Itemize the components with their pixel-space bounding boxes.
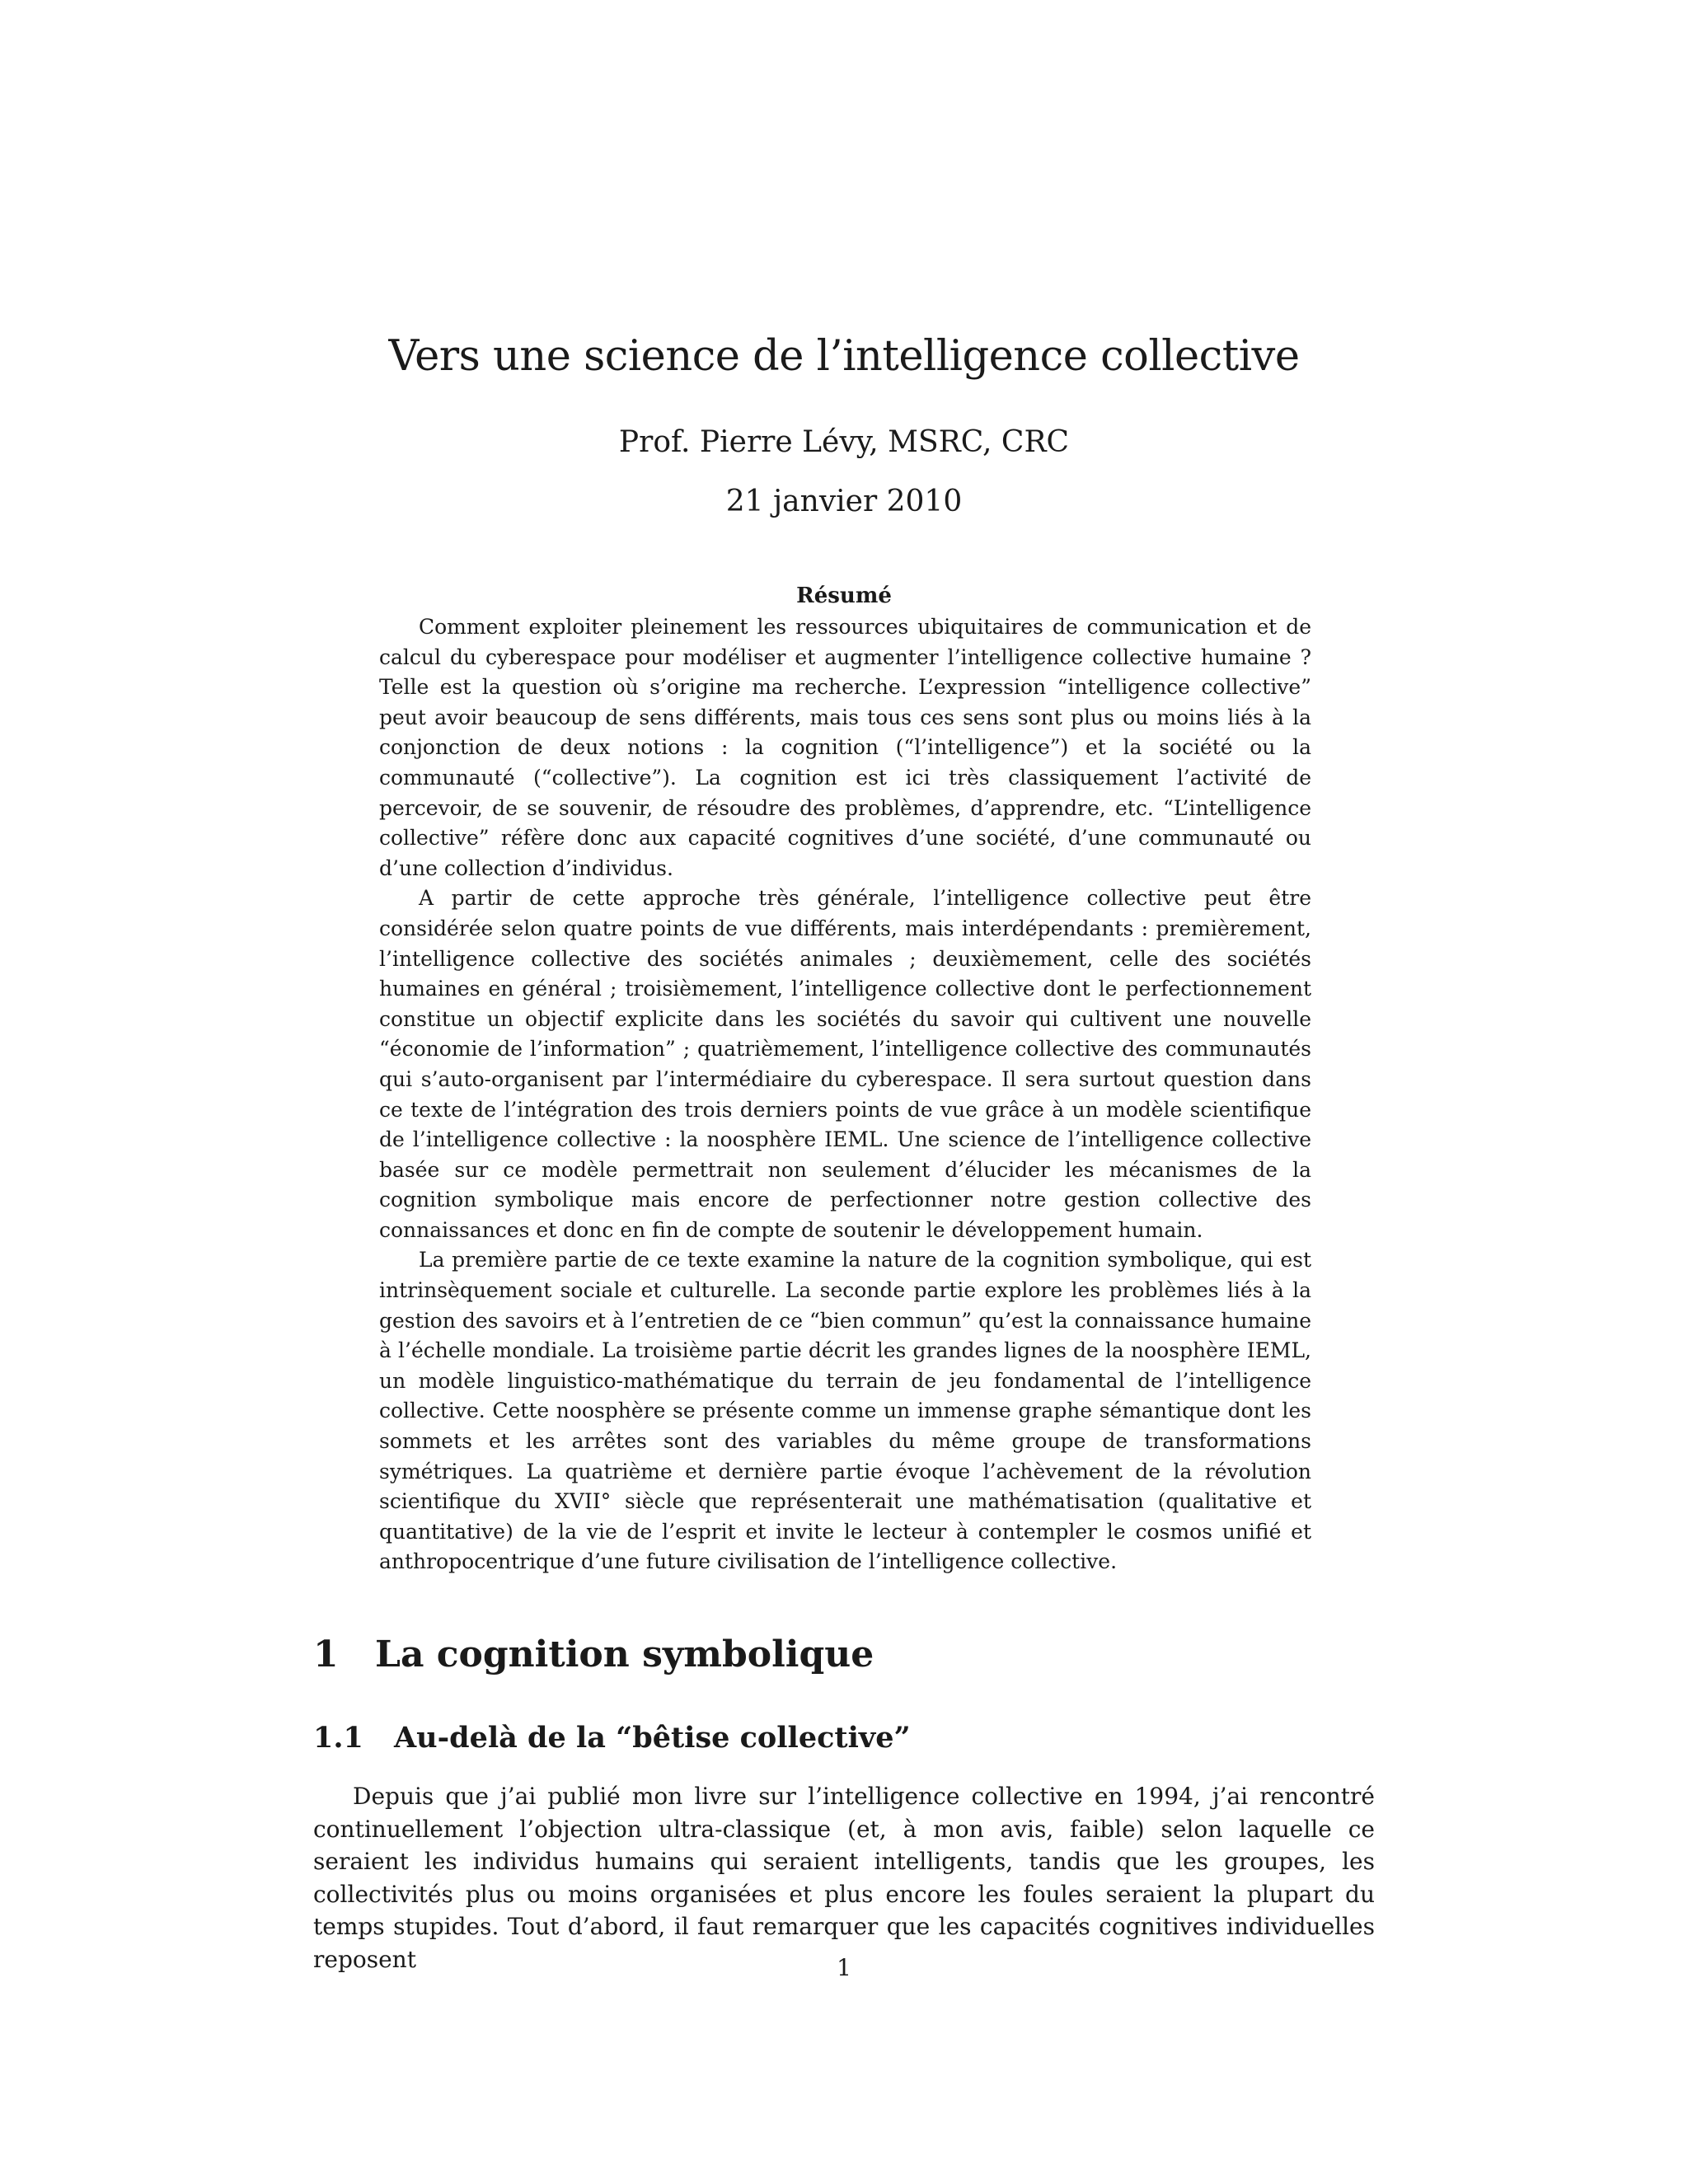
page-title: Vers une science de l’intelligence collective [388,332,1300,381]
date-line: 21 janvier 2010 [725,485,963,518]
page-number: 1 [837,1954,851,1981]
section-heading [313,1630,874,1680]
subsection-heading [313,1718,911,1758]
subsection-number: 1.1 [313,1721,363,1755]
section-title: La cognition symbolique [375,1633,874,1675]
abstract-paragraph: La première partie de ce texte examine la nature de la cognition symbolique, qui est intrinsèquement sociale et culturelle. La seconde partie explore les problèmes liés à la gestion des savoirs et à l’entretien de ce “bien commun” qu’est la connaissance humaine à l’échelle mondiale. La troisième partie décrit les grandes lignes de la noosphère IEML, un modèle linguistico-mathématique du terrain de jeu fondamental de l’intelligence collective. Cette noosphère se présente comme un immense graphe sémantique dont les sommets et les arrêtes sont des variables du même groupe de transformations symétriques. La quatrième et dernière partie évoque l’achèvement de la révolution scientifique du XVII° siècle que représenterait une mathématisation (qualitative et quantitative) de la vie de l’esprit et invite le lecteur à contempler le cosmos unifié et anthropocentrique d’une future civilisation de l’intelligence collective. [379,1248,1311,1574]
abstract-heading: Résumé [796,583,892,608]
abstract-body [379,612,1311,1577]
subsection-title: Au-delà de la “bêtise collective” [394,1721,911,1755]
body-text [313,1780,1375,1976]
section-number: 1 [313,1633,339,1675]
author-line: Prof. Pierre Lévy, MSRC, CRC [618,425,1070,459]
body-paragraph: Depuis que j’ai publié mon livre sur l’intelligence collective en 1994, j’ai rencontré continuellement l’objection ultra-classique (et, à mon avis, faible) selon laquelle ce seraient les individus humains qui seraient intelligents, tandis que les groupes, les collectivités plus ou moins organisées et plus encore les foules seraient la plupart du temps stupides. Tout d’abord, il faut remarquer que les capacités cognitives individuelles reposent [313,1783,1375,1973]
abstract-paragraph: A partir de cette approche très générale, l’intelligence collective peut être considérée selon quatre points de vue différents, mais interdépendants : premièrement, l’intelligence collective des sociétés animales ; deuxièmement, celle des sociétés humaines en général ; troisièmement, l’intelligence collective dont le perfectionnement constitue un objectif explicite dans les sociétés du savoir qui cultivent une nouvelle “économie de l’information” ; quatrièmement, l’intelligence collective des communautés qui s’auto-organisent par l’intermédiaire du cyberespace. Il sera surtout question dans ce texte de l’intégration des trois derniers points de vue grâce à un modèle scientifique de l’intelligence collective : la noosphère IEML. Une science de l’intelligence collective basée sur ce modèle permettrait non seulement d’élucider les mécanismes de la cognition symbolique mais encore de perfectionner notre gestion collective des connaissances et donc en fin de compte de soutenir le développement humain. [379,886,1311,1242]
abstract-paragraph: Comment exploiter pleinement les ressources ubiquitaires de communication et de calcul du cyberespace pour modéliser et augmenter l’intelligence collective humaine ? Telle est la question où s’origine ma recherche. L’expression “intelligence collective” peut avoir beaucoup de sens différents, mais tous ces sens sont plus ou moins liés à la conjonction de deux notions : la cognition (“l’intelligence”) et la société ou la communauté (“collective”). La cognition est ici très classiquement l’activité de percevoir, de se souvenir, de résoudre des problèmes, d’apprendre, etc. “L’intelligence collective” réfère donc aux capacité cognitives d’une société, d’une communauté ou d’une collection d’individus. [379,615,1311,880]
